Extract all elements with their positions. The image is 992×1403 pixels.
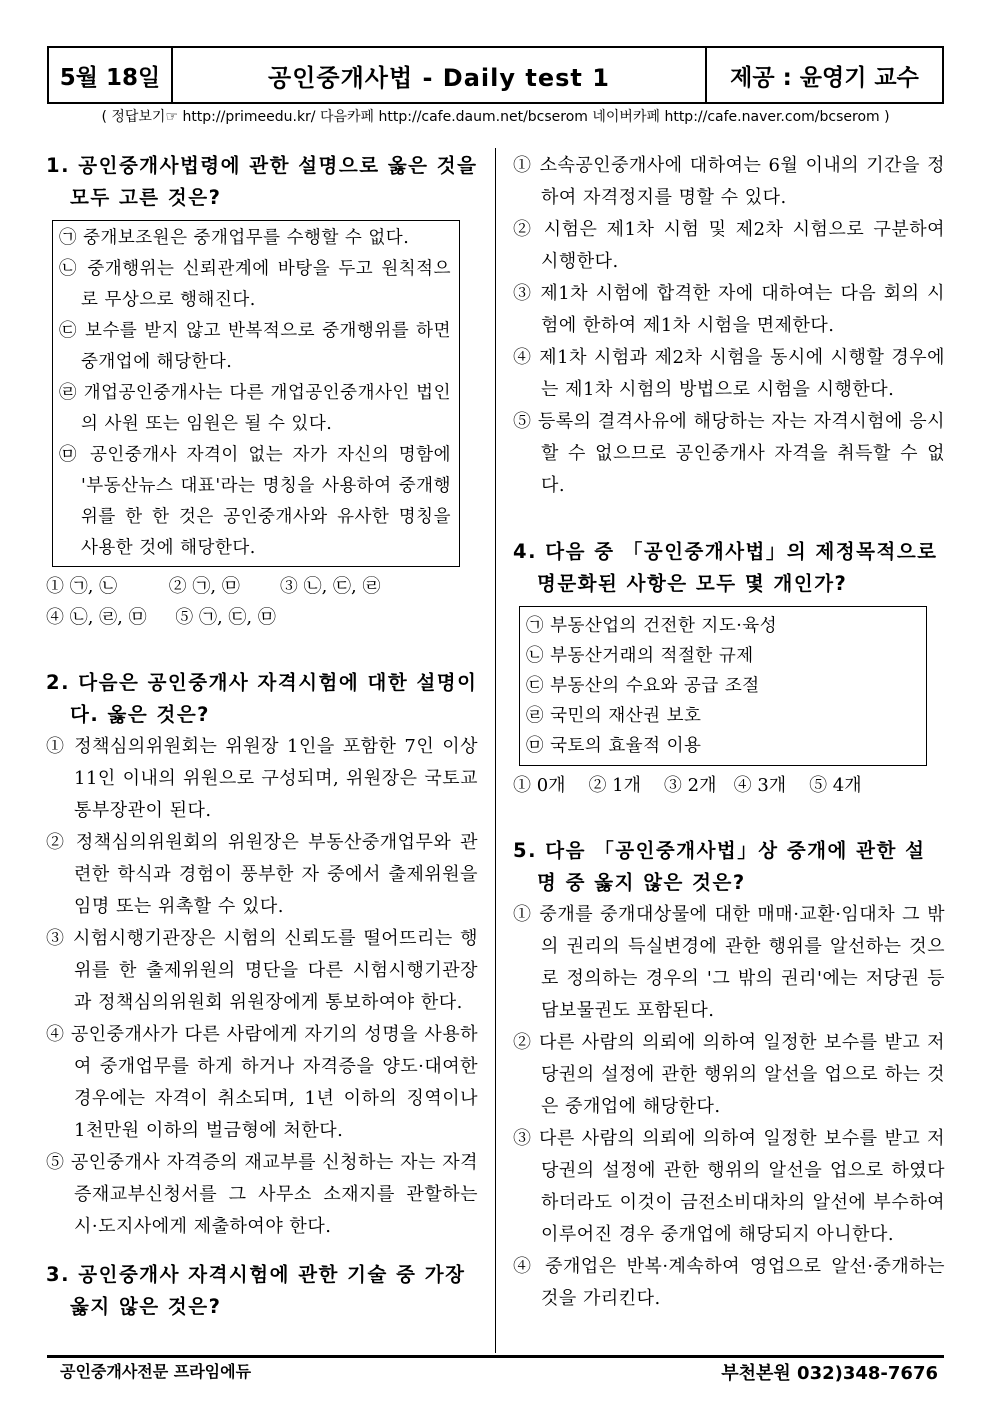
spacer	[46, 1243, 478, 1259]
question-1-title: 1. 공인중개사법령에 관한 설명으로 옳은 것을 모두 고른 것은?	[46, 154, 478, 209]
question-3-title: 3. 공인중개사 자격시험에 관한 기술 중 가장 옳지 않은 것은?	[46, 1263, 466, 1318]
question-2-option: ③ 시험시행기관장은 시험의 신뢰도를 떨어뜨리는 행위를 한 출제위원의 명단을 다른 시험시행기관장과 정책심의위원회 위원장에게 통보하여야 한다.	[46, 928, 478, 1013]
left-column	[46, 150, 478, 1323]
question-4-item: ㉢ 부동산의 수요와 공급 조절	[526, 676, 760, 696]
question-4-item: ㉤ 국토의 효율적 이용	[526, 736, 702, 756]
question-2-option: ⑤ 공인중개사 자격증의 재교부를 신청하는 자는 자격증재교부신청서를 그 사무소 소재지를 관할하는 시·도지사에게 제출하여야 한다.	[46, 1152, 478, 1237]
question-1-choices-1: ① ㉠, ㉡ ② ㉠, ㉤ ③ ㉡, ㉢, ㉣	[46, 576, 381, 597]
question-2-option: ① 정책심의위원회는 위원장 1인을 포함한 7인 이상 11인 이내의 위원으로 구성되며, 위원장은 국토교통부장관이 된다.	[46, 736, 478, 821]
question-1-choices-2: ④ ㉡, ㉣, ㉤ ⑤ ㉠, ㉢, ㉤	[46, 607, 276, 628]
question-5-option: ② 다른 사람의 의뢰에 의하여 일정한 보수를 받고 저당권의 설정에 관한 행위의 알선을 업으로 하는 것은 중개업에 해당한다.	[513, 1032, 945, 1117]
question-1-item: ㉢ 보수를 받지 않고 반복적으로 중개행위를 하면 중개업에 해당한다.	[59, 321, 451, 372]
question-4-item: ㉠ 부동산업의 건전한 지도·육성	[526, 616, 778, 636]
question-5-option: ① 중개를 중개대상물에 대한 매매·교환·임대차 그 밖의 권리의 득실변경에 관한 행위를 알선하는 것으로 정의하는 경우의 '그 밖의 권리'에는 저당권 등 담보물권도 포함된다.	[513, 904, 945, 1021]
question-4-choices: ① 0개 ② 1개 ③ 2개 ④ 3개 ⑤ 4개	[513, 775, 862, 796]
question-4-title: 4. 다음 중 「공인중개사법」의 제정목적으로 명문화된 사항은 모두 몇 개인가?	[513, 540, 938, 595]
test-date: 5월 18일	[49, 48, 173, 102]
question-1-item: ㉣ 개업공인중개사는 다른 개업공인중개사인 법인의 사원 또는 임원은 될 수 있다.	[59, 383, 451, 434]
right-column	[513, 150, 945, 1315]
question-5-option: ④ 중개업은 반복·계속하여 영업으로 알선·중개하는 것을 가리킨다.	[513, 1256, 945, 1309]
question-1-item: ㉡ 중개행위는 신뢰관계에 바탕을 두고 원칙적으로 무상으로 행해진다.	[59, 259, 451, 310]
question-2-option: ④ 공인중개사가 다른 사람에게 자기의 성명을 사용하여 중개업무를 하게 하거나 자격증을 양도·대여한 경우에는 자격이 취소되며, 1년 이하의 징역이나 1천만원 이하의 벌금형에 처한다.	[46, 1024, 478, 1141]
question-3-option: ② 시험은 제1차 시험 및 제2차 시험으로 구분하여 시행한다.	[513, 219, 945, 272]
question-5-title: 5. 다음 「공인중개사법」상 중개에 관한 설명 중 옳지 않은 것은?	[513, 839, 926, 894]
question-3-option: ① 소속공인중개사에 대하여는 6월 이내의 기간을 정하여 자격정지를 명할 수 있다.	[513, 155, 945, 208]
question-4-item: ㉣ 국민의 재산권 보호	[526, 706, 702, 726]
test-title: 공인중개사법 - Daily test 1	[173, 48, 707, 102]
test-provider: 제공 : 윤영기 교수	[730, 64, 919, 91]
question-3-option: ④ 제1차 시험과 제2차 시험을 동시에 시행할 경우에는 제1차 시험의 방법으로 시험을 시행한다.	[513, 347, 945, 400]
footer-rule	[47, 1355, 944, 1358]
question-3-option: ⑤ 등록의 결격사유에 해당하는 자는 자격시험에 응시할 수 없으므로 공인중개사 자격을 취득할 수 없다.	[513, 411, 945, 496]
question-1-box	[52, 220, 460, 567]
question-2-title: 2. 다음은 공인중개사 자격시험에 대한 설명이다. 옳은 것은?	[46, 671, 478, 726]
question-2-option: ② 정책심의위원회의 위원장은 부동산중개업무와 관련한 학식과 경험이 풍부한 자 중에서 출제위원을 임명 또는 위촉할 수 있다.	[46, 832, 478, 917]
question-3-option: ③ 제1차 시험에 합격한 자에 대하여는 다음 회의 시험에 한하여 제1차 시험을 면제한다.	[513, 283, 945, 336]
question-5-option: ③ 다른 사람의 의뢰에 의하여 일정한 보수를 받고 저당권의 설정에 관한 행위의 알선을 업으로 하였다 하더라도 이것이 금전소비대차의 알선에 부수하여 이루어진 경우 중개업에 해당되지 아니한다.	[513, 1128, 945, 1245]
column-divider	[495, 148, 496, 1353]
question-1-item: ㉤ 공인중개사 자격이 없는 자가 자신의 명함에 '부동산뉴스 대표'라는 명칭을 사용하여 중개행위를 한 한 것은 공인중개사와 유사한 명칭을 사용한 것에 해당한다.	[59, 445, 451, 558]
page-header	[47, 46, 944, 104]
footer-brand: 공인중개사전문 프라임에듀	[60, 1362, 252, 1381]
footer-contact: 부천본원 032)348-7676	[721, 1363, 938, 1384]
question-4-box	[519, 606, 927, 766]
spacer	[513, 502, 945, 536]
question-1-item: ㉠ 중개보조원은 중개업무를 수행할 수 없다.	[59, 228, 410, 248]
reference-links: ( 정답보기☞ http://primeedu.kr/ 다음카페 http://cafe.daum.net/bcserom 네이버카페 http://cafe.naver.com/bcserom )	[101, 109, 890, 125]
spacer	[46, 633, 478, 667]
spacer	[513, 801, 945, 835]
question-4-item: ㉡ 부동산거래의 적절한 규제	[526, 646, 754, 666]
